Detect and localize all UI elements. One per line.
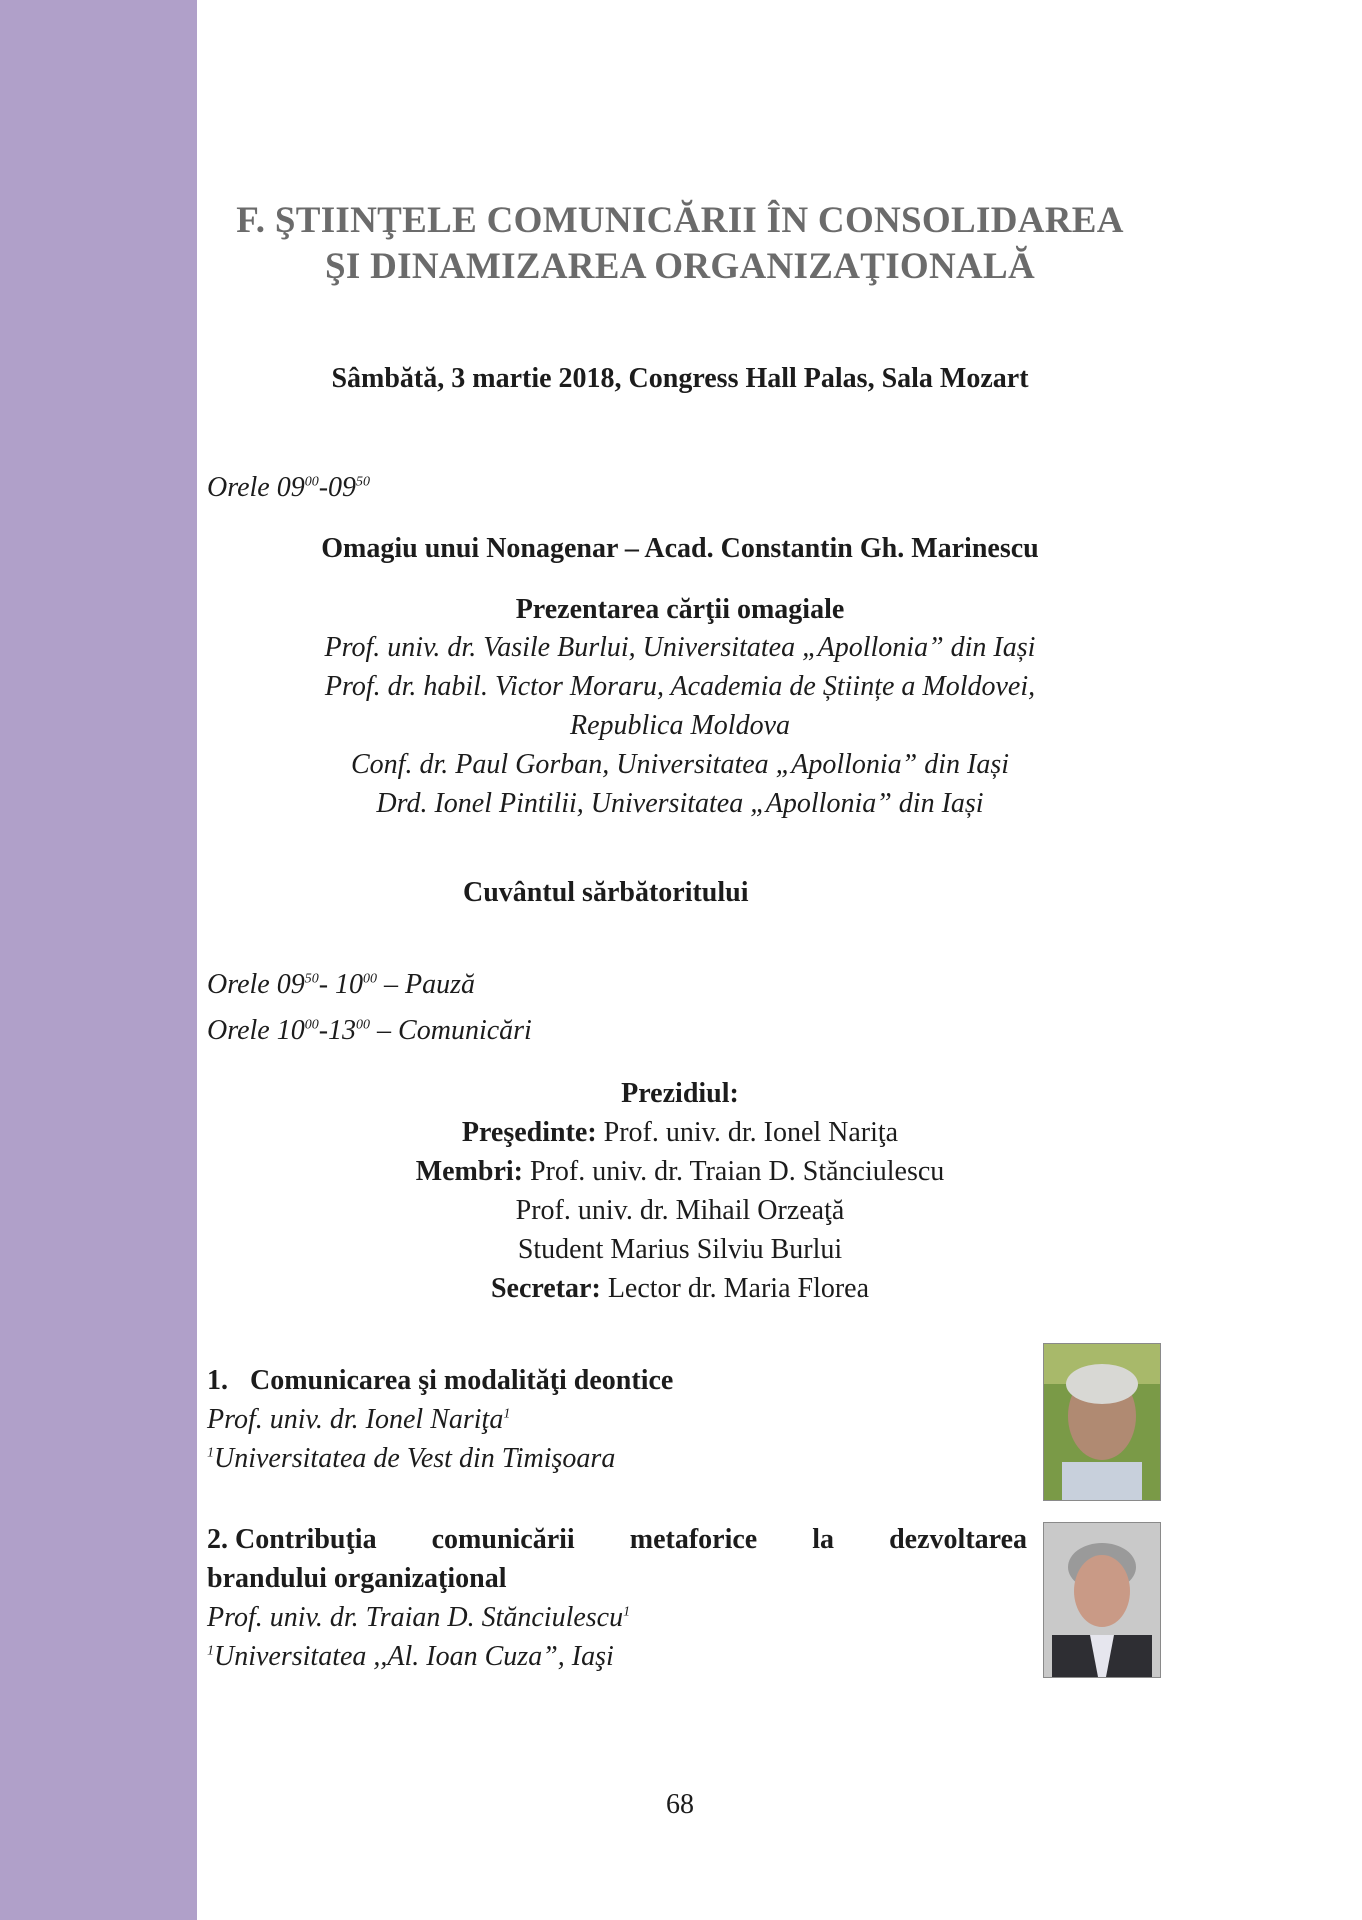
page-title bbox=[200, 198, 1160, 290]
presidium-secretary: Secretar: Lector dr. Maria Florea bbox=[490, 1273, 870, 1304]
session-date-venue: Sâmbătă, 3 martie 2018, Congress Hall Palas, Sala Mozart bbox=[331, 363, 1029, 394]
presidium-members: Membri: Prof. univ. dr. Traian D. Stănciulescu bbox=[415, 1156, 945, 1187]
author-photo-stanciulescu bbox=[1043, 1522, 1161, 1678]
presenter-line: Prof. dr. habil. Victor Moraru, Academia de Științe a Moldovei, bbox=[324, 671, 1036, 702]
paper-2-title-line1: 2. Contribuţia comunicării metaforice la dezvoltarea bbox=[207, 1524, 1027, 1555]
page-title-line2: ŞI DINAMIZAREA ORGANIZAŢIONALĂ bbox=[324, 246, 1036, 287]
paper-2-author: Prof. univ. dr. Traian D. Stănciulescu$^1$ bbox=[207, 1602, 631, 1633]
paper-2-title-line2: brandului organizaţional bbox=[207, 1563, 507, 1594]
presidium-heading: Prezidiul: bbox=[621, 1078, 739, 1109]
page-number: 68 bbox=[666, 1789, 694, 1820]
paper-1-author: Prof. univ. dr. Ionel Nariţa$^1$ bbox=[207, 1404, 511, 1435]
presenter-line: Republica Moldova bbox=[569, 710, 791, 741]
book-presentation-heading: Prezentarea cărţii omagiale bbox=[515, 594, 845, 625]
presidium-member: Student Marius Silviu Burlui bbox=[517, 1234, 843, 1265]
author-photo-narita bbox=[1043, 1343, 1161, 1501]
homage-title: Omagiu unui Nonagenar – Acad. Constantin Gh. Marinescu bbox=[321, 533, 1039, 564]
presenter-line: Conf. dr. Paul Gorban, Universitatea „Apollonia” din Iași bbox=[350, 749, 1010, 780]
pause-time: Orele $09^{50}-$ $10^{00}$ – Pauză bbox=[207, 969, 476, 1000]
paper-2-affiliation: $^1$Universitatea ,,Al. Ioan Cuza”, Iaşi bbox=[207, 1641, 614, 1672]
celebrant-speech: Cuvântul sărbătoritului bbox=[463, 877, 749, 908]
presidium-president: Preşedinte: Prof. univ. dr. Ionel Nariţa bbox=[461, 1117, 899, 1148]
presenter-line: Prof. univ. dr. Vasile Burlui, Universitatea „Apollonia” din Iași bbox=[324, 632, 1036, 663]
communications-time: Orele $10^{00}-13^{00}$ – Comunicări bbox=[207, 1015, 532, 1046]
page-title-line1: F. ŞTIINŢELE COMUNICĂRII ÎN CONSOLIDAREA bbox=[236, 200, 1124, 241]
presenter-line: Drd. Ionel Pintilii, Universitatea „Apollonia” din Iași bbox=[376, 788, 984, 819]
paper-1-title: 1. Comunicarea şi modalităţi deontice bbox=[207, 1365, 674, 1396]
session1-time: Orele $09^{00}-09^{50}$ bbox=[207, 472, 371, 503]
presidium-member: Prof. univ. dr. Mihail Orzeaţă bbox=[515, 1195, 845, 1226]
sidebar-band bbox=[0, 0, 197, 1920]
paper-1-affiliation: $^1$Universitatea de Vest din Timişoara bbox=[207, 1443, 616, 1474]
